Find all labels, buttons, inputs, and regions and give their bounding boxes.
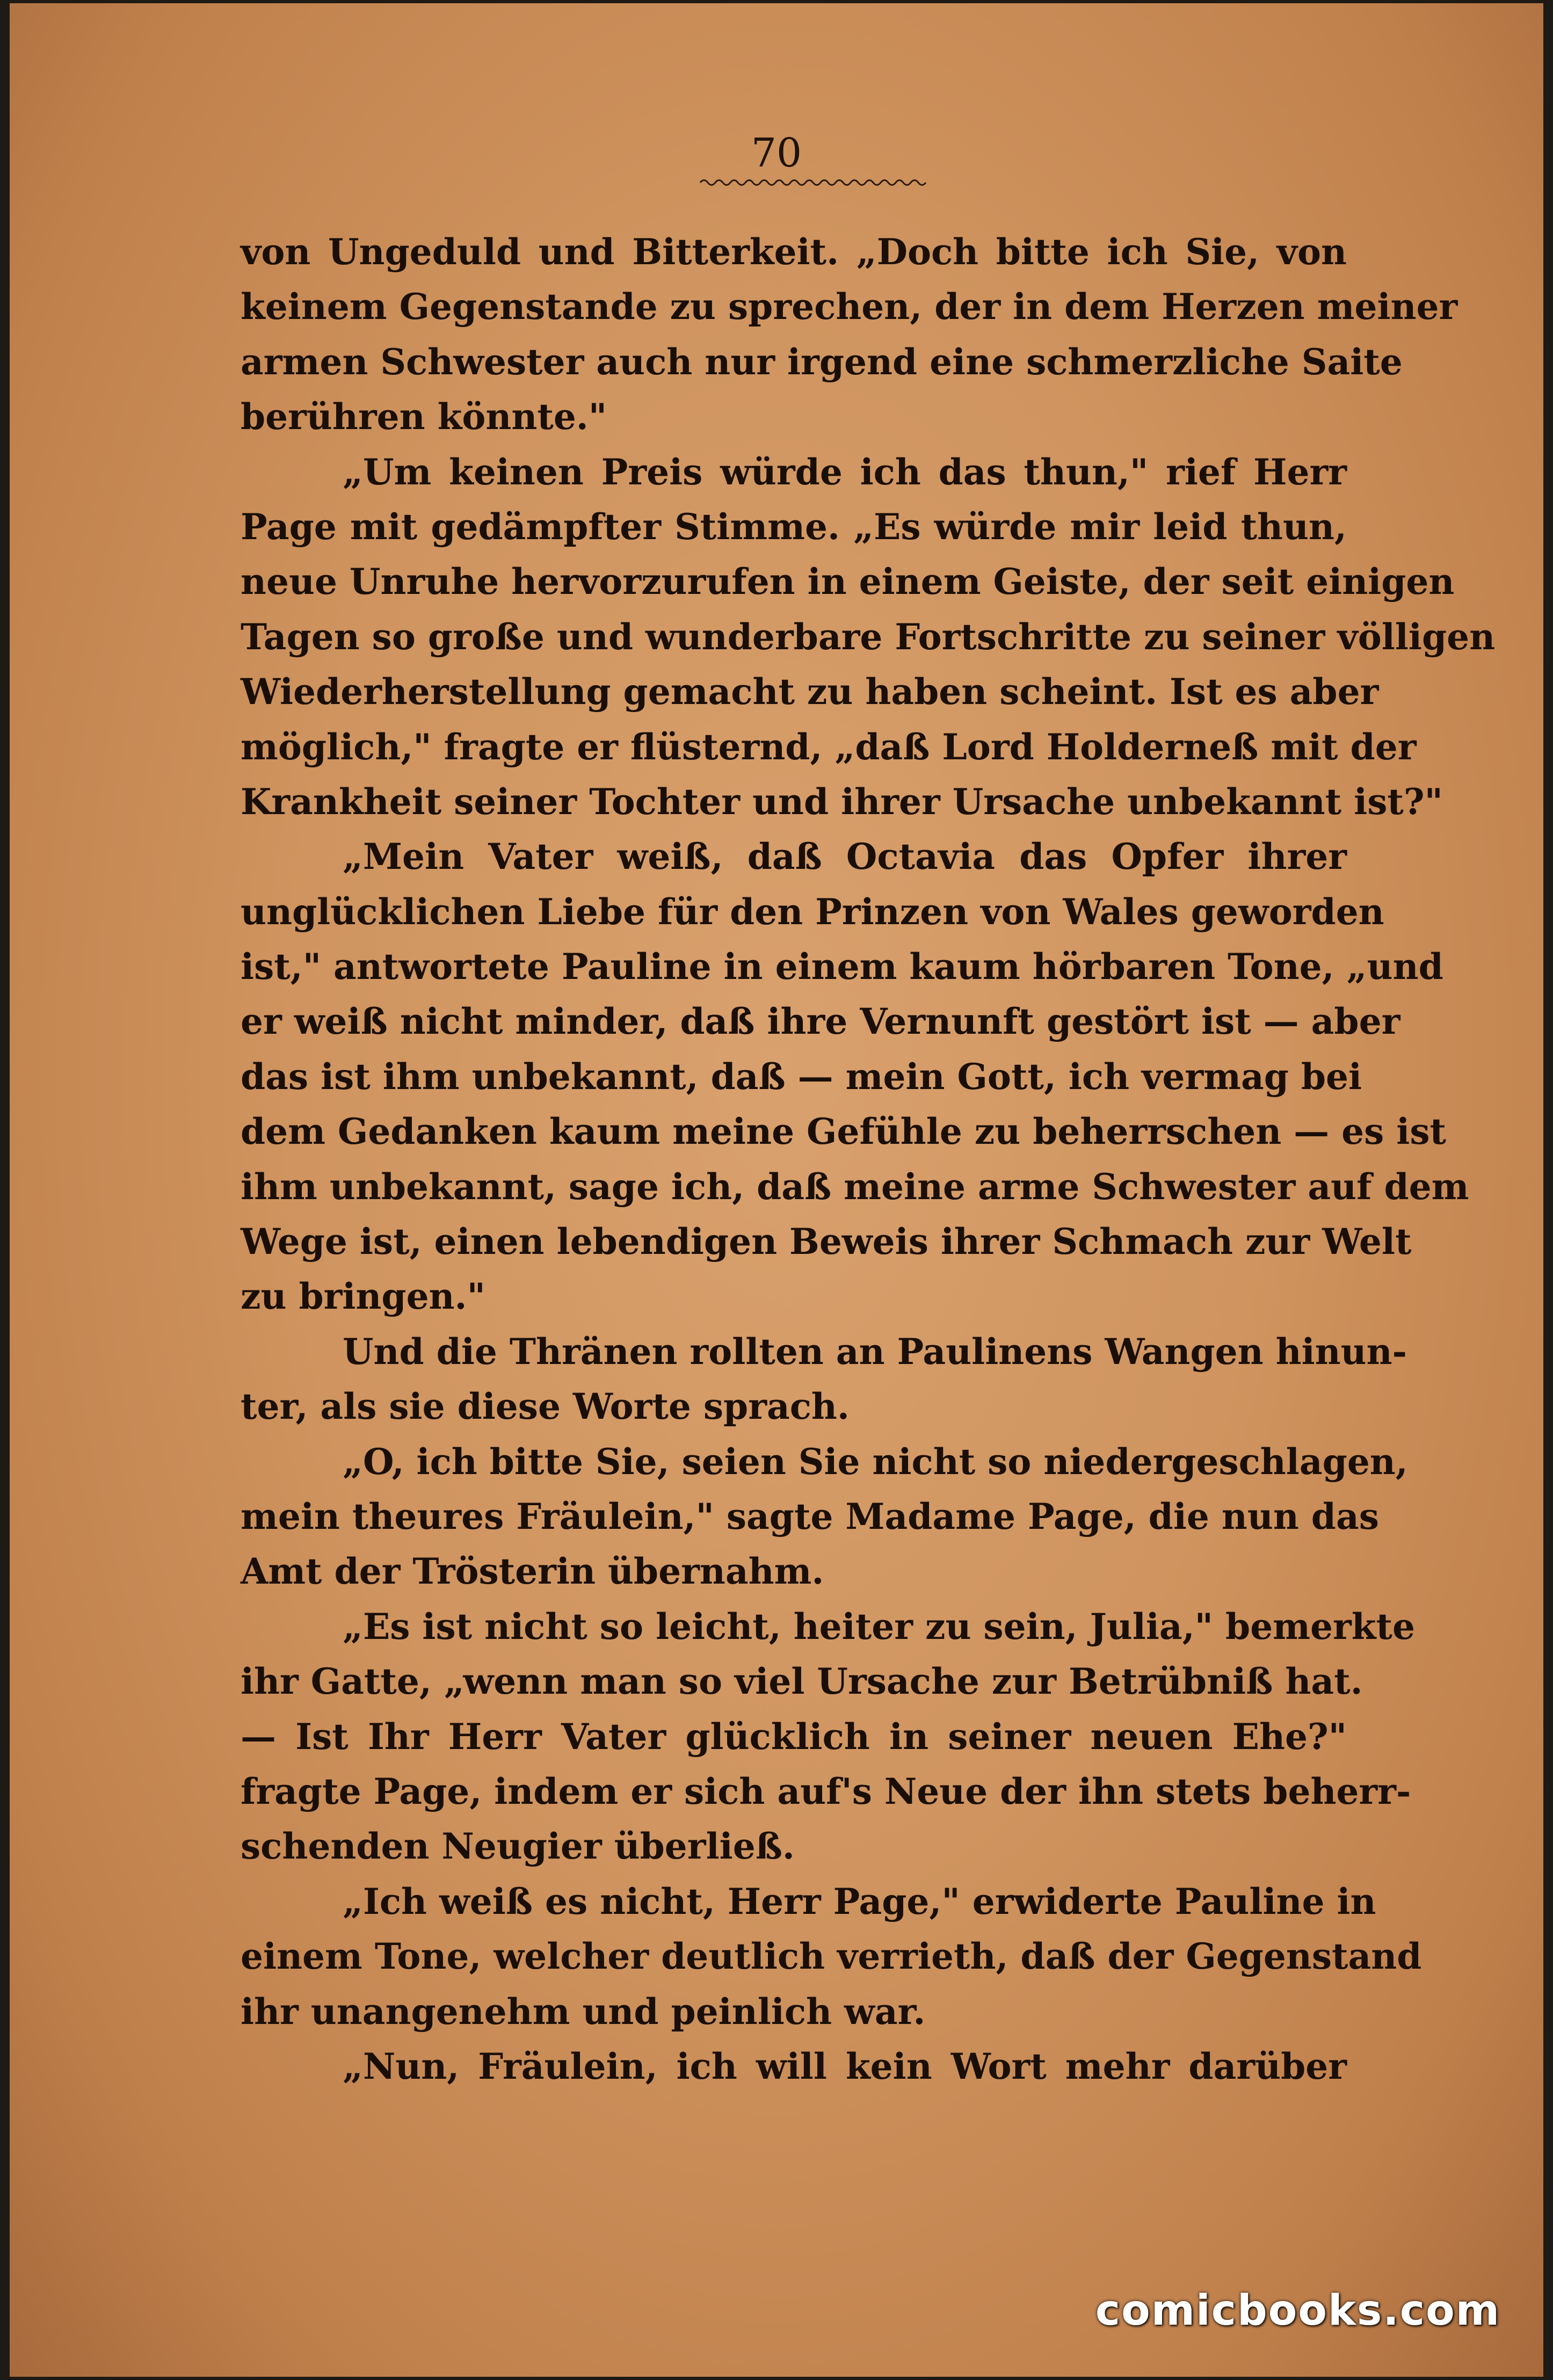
text-line: ihr Gatte, „wenn man so viel Ursache zur Betrübniß hat. [241,1660,1363,1703]
text-line: Wiederherstellung gemacht zu haben scheint. Ist es aber [241,671,1379,713]
text-line: „Nun, Fräulein, ich will kein Wort mehr darüber [343,2045,1347,2087]
text-line: Krankheit seiner Tochter und ihrer Ursache unbekannt ist?" [241,780,1443,823]
text-line: Wege ist, einen lebendigen Beweis ihrer Schmach zur Welt [241,1221,1412,1263]
text-line: mein theures Fräulein," sagte Madame Page, die nun das [241,1495,1379,1537]
text-line: Und die Thränen rollten an Paulinens Wangen hinun- [343,1330,1407,1373]
text-line: einem Tone, welcher deutlich verrieth, daß der Gegenstand [241,1935,1422,1978]
text-line: Page mit gedämpfter Stimme. „Es würde mir leid thun, [241,505,1347,548]
text-line: „Um keinen Preis würde ich das thun," rief Herr [343,451,1347,493]
text-line: unglücklichen Liebe für den Prinzen von Wales geworden [241,890,1384,933]
text-line: schenden Neugier überließ. [241,1825,795,1868]
page-number: 70 [751,130,802,176]
text-line: ter, als sie diese Worte sprach. [241,1385,850,1428]
watermark-logo: comicbooks.com [1095,2287,1500,2335]
ornament-divider [700,176,926,189]
text-line: armen Schwester auch nur irgend eine schmerzliche Saite [241,340,1403,383]
text-line: — Ist Ihr Herr Vater glücklich in seiner neuen Ehe?" [241,1715,1347,1758]
text-line: Amt der Trösterin übernahm. [241,1550,824,1593]
text-line: von Ungeduld und Bitterkeit. „Doch bitte ich Sie, von [241,231,1347,273]
text-line: er weiß nicht minder, daß ihre Vernunft gestört ist — aber [241,1000,1400,1043]
text-line: ihm unbekannt, sage ich, daß meine arme Schwester auf dem [241,1165,1469,1208]
text-line: neue Unruhe hervorzurufen in einem Geiste, der seit einigen [241,561,1455,603]
text-line: dem Gedanken kaum meine Gefühle zu beherrschen — es ist [241,1111,1446,1153]
text-line: „Mein Vater weiß, daß Octavia das Opfer ihrer [343,836,1347,878]
book-page [10,3,1543,2377]
text-line: ist," antwortete Pauline in einem kaum hörbaren Tone, „und [241,946,1443,988]
text-line: Tagen so große und wunderbare Fortschritte zu seiner völligen [241,615,1496,658]
text-line: „Es ist nicht so leicht, heiter zu sein, Julia," bemerkte [343,1605,1415,1648]
text-line: „Ich weiß es nicht, Herr Page," erwiderte Pauline in [343,1880,1376,1922]
text-line: keinem Gegenstande zu sprechen, der in dem Herzen meiner [241,286,1458,328]
text-line: zu bringen." [241,1275,485,1318]
text-line: „O, ich bitte Sie, seien Sie nicht so niedergeschlagen, [343,1440,1408,1483]
text-line: das ist ihm unbekannt, daß — mein Gott, ich vermag bei [241,1055,1362,1098]
body-text [241,224,1496,2094]
text-line: fragte Page, indem er sich auf's Neue der ihn stets beherr- [241,1770,1411,1812]
text-line: ihr unangenehm und peinlich war. [241,1990,926,2033]
text-line: berühren könnte." [241,396,607,438]
text-line: möglich," fragte er flüsternd, „daß Lord Holderneß mit der [241,725,1417,768]
